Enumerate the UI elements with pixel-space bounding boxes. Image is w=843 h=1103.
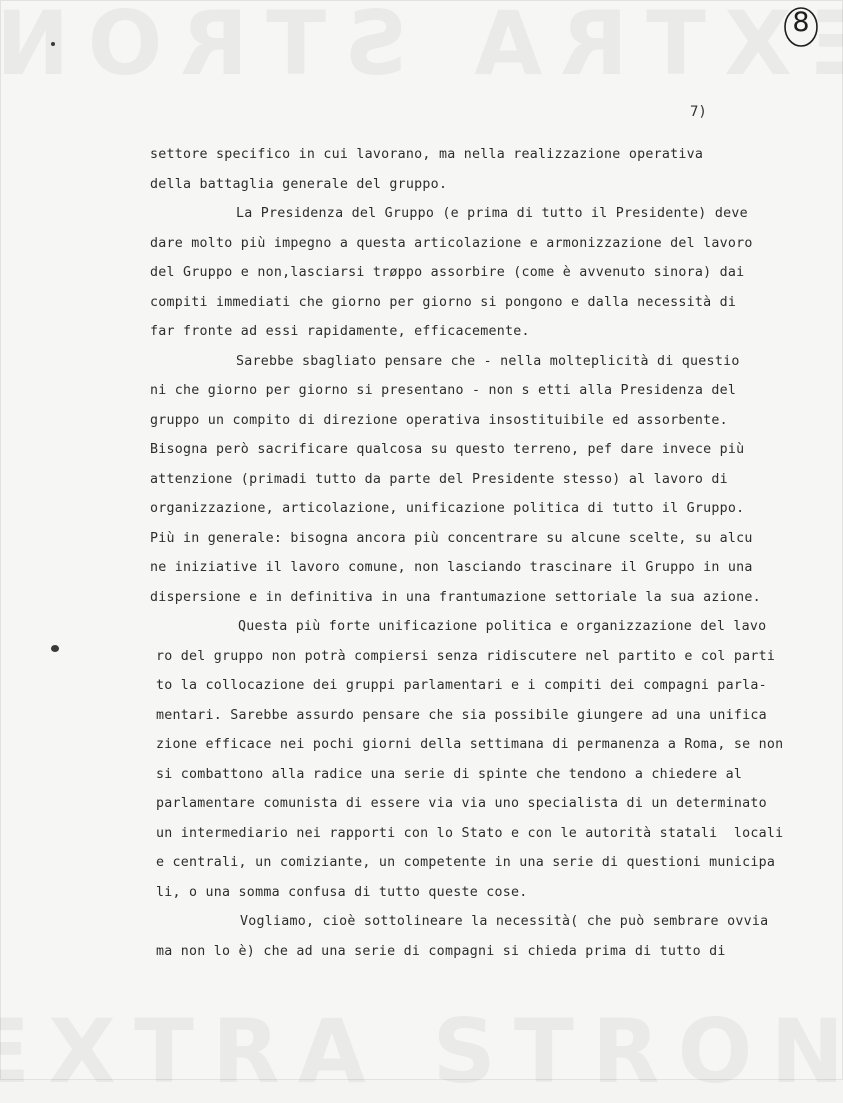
text-line: Sarebbe sbagliato pensare che - nella molteplicità di questio bbox=[236, 353, 740, 369]
typed-text-body bbox=[150, 140, 810, 966]
text-line: della battaglia generale del gruppo. bbox=[150, 176, 448, 192]
text-line: dare molto più impegno a questa articolazione e armonizzazione del lavoro bbox=[150, 235, 753, 251]
text-line: compiti immediati che giorno per giorno si pongono e dalla necessità di bbox=[150, 294, 737, 310]
text-line: La Presidenza del Gruppo (e prima di tutto il Presidente) deve bbox=[236, 206, 748, 221]
folio-mark bbox=[781, 5, 821, 49]
text-line: Questa più forte unificazione politica e organizzazione del lavo bbox=[238, 619, 767, 634]
text-line: si combattono alla radice una serie di spinte che tendono a chiedere al bbox=[156, 766, 743, 782]
text-line: settore specifico in cui lavorano, ma nella realizzazione operativa bbox=[150, 147, 704, 162]
text-line: gruppo un compito di direzione operativa insostituibile ed assorbente. bbox=[150, 412, 728, 428]
text-line: dispersione e in definitiva in una frantumazione settoriale la sua azione. bbox=[150, 589, 761, 605]
text-line: li, o una somma confusa di tutto queste cose. bbox=[156, 884, 528, 900]
text-line: e centrali, un comiziante, un competente in una serie di questioni municipa bbox=[156, 855, 776, 870]
text-line: Vogliamo, cioè sottolineare la necessità( che può sembrare ovvia bbox=[240, 914, 769, 929]
text-line: parlamentare comunista di essere via via uno specialista di un determinato bbox=[156, 796, 767, 811]
page-number: 7) bbox=[690, 104, 707, 120]
folio-number: 8 bbox=[792, 7, 810, 38]
text-line: mentari. Sarebbe assurdo pensare che sia possibile giungere ad una unifica bbox=[156, 707, 767, 723]
text-line: to la collocazione dei gruppi parlamentari e i compiti dei compagni parla- bbox=[156, 678, 767, 693]
watermark-bottom bbox=[0, 1000, 843, 1103]
text-line: Più in generale: bisogna ancora più concentrare su alcune scelte, su alcu bbox=[150, 530, 753, 546]
text-line: ro del gruppo non potrà compiersi senza ridiscutere nel partito e col parti bbox=[156, 648, 776, 664]
ink-speck bbox=[51, 42, 55, 46]
text-line: far fronte ad essi rapidamente, efficacemente. bbox=[150, 324, 530, 339]
text-line: Bisogna però sacrificare qualcosa su questo terreno, pef dare invece più bbox=[150, 442, 745, 457]
text-line: organizzazione, articolazione, unificazione politica di tutto il Gruppo. bbox=[150, 501, 745, 516]
text-line: attenzione (primadi tutto da parte del Presidente stesso) al lavoro di bbox=[150, 471, 728, 487]
text-line: ni che giorno per giorno si presentano - non s etti alla Presidenza del bbox=[150, 383, 737, 398]
ink-speck bbox=[51, 645, 59, 652]
text-line: ne iniziative il lavoro comune, non lasciando trascinare il Gruppo in una bbox=[150, 560, 753, 575]
text-line: zione efficace nei pochi giorni della settimana di permanenza a Roma, se non bbox=[156, 737, 784, 752]
watermark-top bbox=[0, 0, 843, 95]
text-line: ma non lo è) che ad una serie di compagni si chieda prima di tutto di bbox=[156, 943, 726, 959]
text-line: del Gruppo e non,lasciarsi trøppo assorbire (come è avvenuto sinora) dai bbox=[150, 265, 745, 280]
text-line: un intermediario nei rapporti con lo Stato e con le autorità statali locali bbox=[156, 825, 784, 841]
